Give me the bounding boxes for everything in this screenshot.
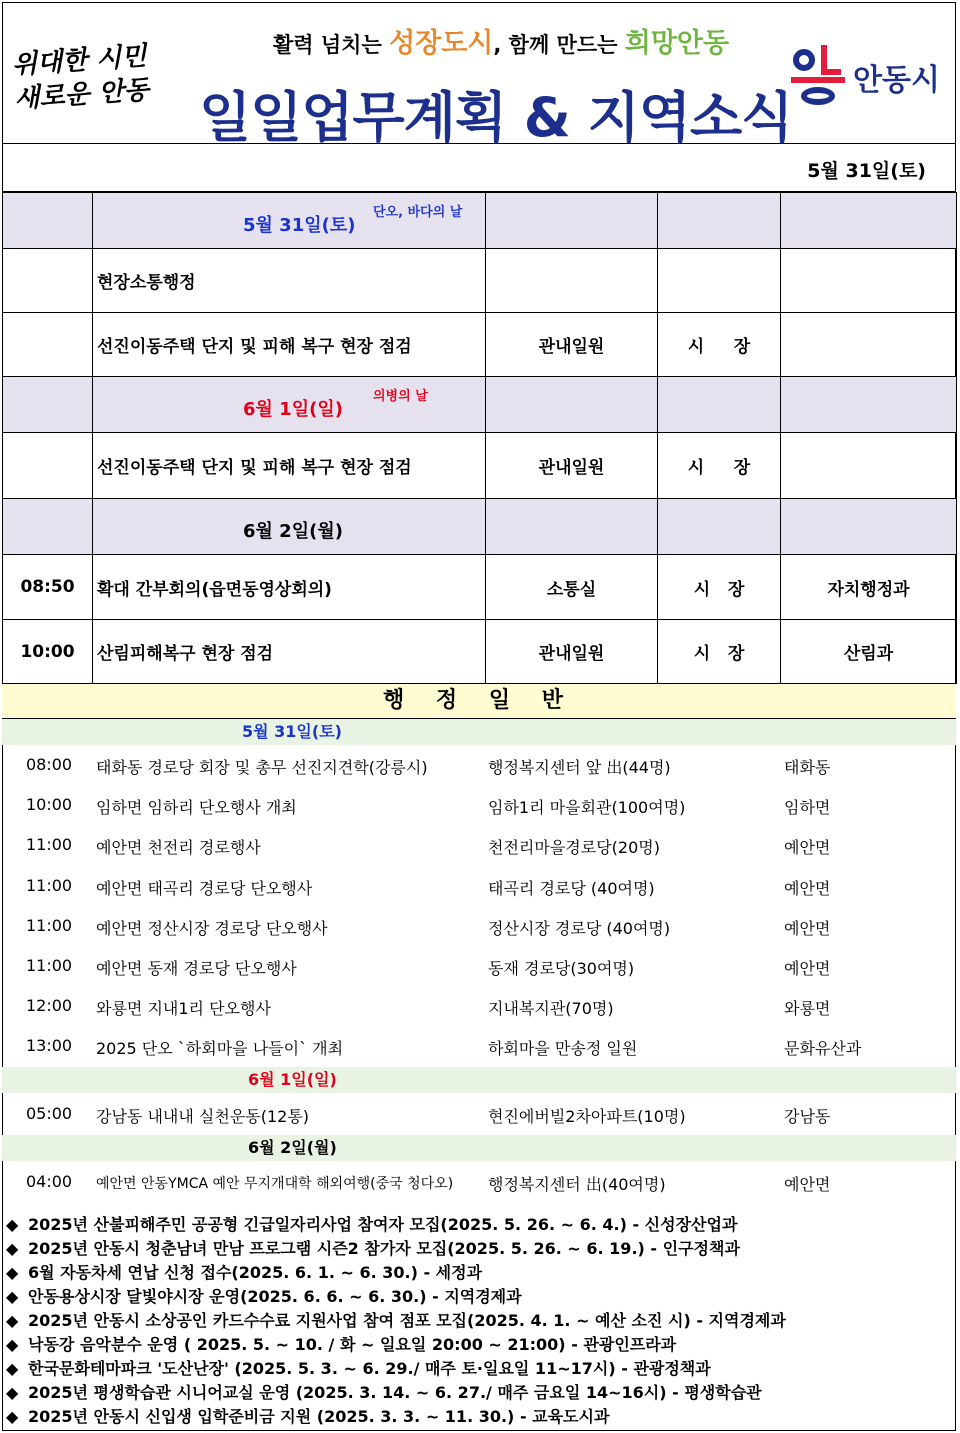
admin-day-label: 5월 31일(토) [242,722,342,741]
day-label: 5월 31일(토) [243,215,356,236]
news-item [6,1237,946,1261]
diamond-bullet-icon: ◆ [6,1335,19,1354]
day-header-row [3,499,957,555]
item-dept: 예안면 [784,1175,831,1194]
row-content: 선진이동주택 단지 및 피해 복구 현장 점검 [93,313,486,377]
row-dept [781,249,957,313]
item-place: 태곡리 경로당 (40여명) [488,879,655,898]
news-text: 한국문화테마파크 '도산난장' (2025. 5. 3. ~ 6. 29./ 매주 토·일요일 11~17시) - 관광정책과 [28,1359,711,1378]
row-place: 소통실 [486,555,658,620]
table-row [3,620,957,684]
row-content: 현장소통행정 [93,249,486,313]
diamond-bullet-icon: ◆ [6,1383,19,1402]
news-text: 안동용상시장 달빛야시장 운영(2025. 6. 6. ~ 6. 30.) - 지역경제과 [28,1287,522,1306]
admin-day-header [2,1067,956,1093]
news-text: 2025년 산불피해주민 공공형 긴급일자리사업 참여자 모집(2025. 5. 26. ~ 6. 4.) - 신성장산업과 [28,1215,738,1234]
list-item [2,785,956,825]
item-content: 와룡면 지내1리 단오행사 [96,999,271,1018]
row-content: 산림피해복구 현장 점검 [93,620,486,684]
news-item [6,1261,946,1285]
item-dept: 예안면 [784,959,831,978]
item-place: 정산시장 경로당 (40여명) [488,919,671,938]
news-text: 2025년 평생학습관 시니어교실 운영 (2025. 3. 14. ~ 6. 27./ 매주 금요일 14~16시) - 평생학습관 [28,1383,762,1402]
item-content: 예안면 천전리 경로행사 [96,838,261,857]
row-content: 확대 간부회의(읍면동영상회의) [93,555,486,620]
item-dept: 강남동 [784,1107,831,1126]
news-text: 낙동강 음악분수 운영 ( 2025. 5. ~ 10. / 화 ~ 일요일 20:00 ~ 21:00) - 관광인프라과 [28,1335,677,1354]
item-content: 예안면 정산시장 경로당 단오행사 [96,919,328,938]
item-time: 08:00 [26,755,73,774]
row-place [486,249,658,313]
item-dept: 와룡면 [784,999,831,1018]
list-item [2,825,956,865]
item-place: 동재 경로당(30여명) [488,959,635,978]
item-dept: 문화유산과 [784,1039,862,1058]
news-text: 6월 자동차세 연납 신청 접수(2025. 6. 1. ~ 6. 30.) - 세정과 [28,1263,483,1282]
tagline-highlight-hope: 희망안동 [624,28,730,59]
news-text: 2025년 안동시 신입생 입학준비금 지원 (2025. 3. 3. ~ 11. 30.) - 교육도시과 [28,1407,610,1426]
day-header-row [3,193,957,249]
slogan-line-2: 새로운 안동 [13,75,150,115]
admin-day-label: 6월 1일(일) [248,1070,337,1089]
table-row [3,555,957,620]
news-item [6,1333,946,1357]
report-date: 5월 31일(토) [807,160,926,182]
row-place: 관내일원 [486,620,658,684]
item-time: 11:00 [26,956,73,975]
admin-day-header [2,719,956,745]
row-time: 08:50 [3,555,93,620]
item-place: 지내복지관(70명) [488,999,614,1018]
diamond-bullet-icon: ◆ [6,1215,19,1234]
row-place: 관내일원 [486,313,658,377]
item-time: 05:00 [26,1104,73,1123]
list-item [2,866,956,906]
item-dept: 예안면 [784,879,831,898]
diamond-bullet-icon: ◆ [6,1311,19,1330]
row-attendee: 시 장 [658,620,781,684]
list-item [2,1094,956,1134]
row-time [3,433,93,499]
news-text: 2025년 안동시 소상공인 카드수수료 지원사업 참여 점포 모집(2025. 4. 1. ~ 예산 소진 시) - 지역경제과 [28,1311,786,1330]
table-row [3,433,957,499]
logo-text: 안동시 [853,63,940,98]
item-content: 태화동 경로당 회장 및 총무 선진지견학(강릉시) [96,758,428,777]
item-time: 11:00 [26,835,73,854]
row-content: 선진이동주택 단지 및 피해 복구 현장 점검 [93,433,486,499]
diamond-bullet-icon: ◆ [6,1359,19,1378]
andong-logo-icon [789,43,847,105]
list-item [2,906,956,946]
diamond-bullet-icon: ◆ [6,1287,19,1306]
item-content: 예안면 안동YMCA 예안 무지개대학 해외여행(중국 청다오) [96,1176,454,1192]
item-dept: 임하면 [784,798,831,817]
list-item [2,1026,956,1066]
item-dept: 태화동 [784,758,831,777]
row-attendee: 시 장 [658,433,781,499]
row-time: 10:00 [3,620,93,684]
row-attendee [658,249,781,313]
item-time: 13:00 [26,1036,73,1055]
day-header-row [3,377,957,433]
item-time: 04:00 [26,1172,73,1191]
admin-day-label: 6월 2일(월) [248,1138,337,1157]
item-content: 예안면 태곡리 경로당 단오행사 [96,879,313,898]
row-dept: 산림과 [781,620,957,684]
item-place: 현진에버빌2차아파트(10명) [488,1107,686,1126]
page-title: 일일업무계획 & 지역소식 [199,86,793,149]
diamond-bullet-icon: ◆ [6,1407,19,1426]
day-label: 6월 1일(일) [243,399,343,420]
admin-section-title: 행 정 일 반 [2,683,956,719]
news-item [6,1213,946,1237]
item-time: 11:00 [26,916,73,935]
row-time [3,249,93,313]
list-item [2,1162,956,1202]
tagline-part-1: 활력 넘치는 [273,33,390,57]
item-place: 행정복지센터 앞 出(44명) [488,758,671,777]
holiday-label: 의병의 날 [373,389,428,404]
news-item [6,1405,946,1429]
list-item [2,745,956,785]
row-time [3,313,93,377]
news-item [6,1357,946,1381]
item-content: 예안면 동재 경로당 단오행사 [96,959,297,978]
holiday-label: 단오, 바다의 날 [373,205,463,220]
news-item [6,1285,946,1309]
list-item [2,946,956,986]
table-row [3,313,957,377]
item-content: 2025 단오 `하회마을 나들이` 개최 [96,1039,344,1058]
slogan-line-1: 위대한 시민 [10,41,148,81]
diamond-bullet-icon: ◆ [6,1239,19,1258]
header [2,2,956,149]
row-attendee: 시 장 [658,555,781,620]
item-time: 11:00 [26,876,73,895]
item-dept: 예안면 [784,919,831,938]
row-dept: 자치행정과 [781,555,957,620]
row-dept [781,313,957,377]
item-content: 강남동 내내내 실천운동(12통) [96,1107,310,1126]
item-content: 임하면 임하리 단오행사 개최 [96,798,297,817]
admin-day-header [2,1135,956,1161]
item-time: 10:00 [26,795,73,814]
schedule-table [2,192,957,684]
tagline [273,21,729,60]
item-place: 임하1리 마을회관(100여명) [488,798,686,817]
row-dept [781,433,957,499]
item-place: 하회마을 만송정 일원 [488,1039,638,1058]
table-row [3,249,957,313]
row-attendee: 시 장 [658,313,781,377]
item-time: 12:00 [26,996,73,1015]
item-place: 천전리마을경로당(20명) [488,838,660,857]
news-item [6,1381,946,1405]
andong-logo [789,43,949,105]
news-text: 2025년 안동시 청춘남녀 만남 프로그램 시즌2 참가자 모집(2025. 5. 26. ~ 6. 19.) - 인구정책과 [28,1239,740,1258]
item-place: 행정복지센터 出(40여명) [488,1175,666,1194]
tagline-highlight-growth: 성장도시 [389,28,494,59]
item-dept: 예안면 [784,838,831,857]
tagline-part-2: , 함께 만드는 [493,33,625,57]
slogan-calligraphy [11,38,175,117]
date-bar [2,144,956,192]
row-place: 관내일원 [486,433,658,499]
list-item [2,986,956,1026]
local-news-list [6,1213,946,1429]
news-item [6,1309,946,1333]
diamond-bullet-icon: ◆ [6,1263,19,1282]
day-label: 6월 2일(월) [243,521,343,542]
